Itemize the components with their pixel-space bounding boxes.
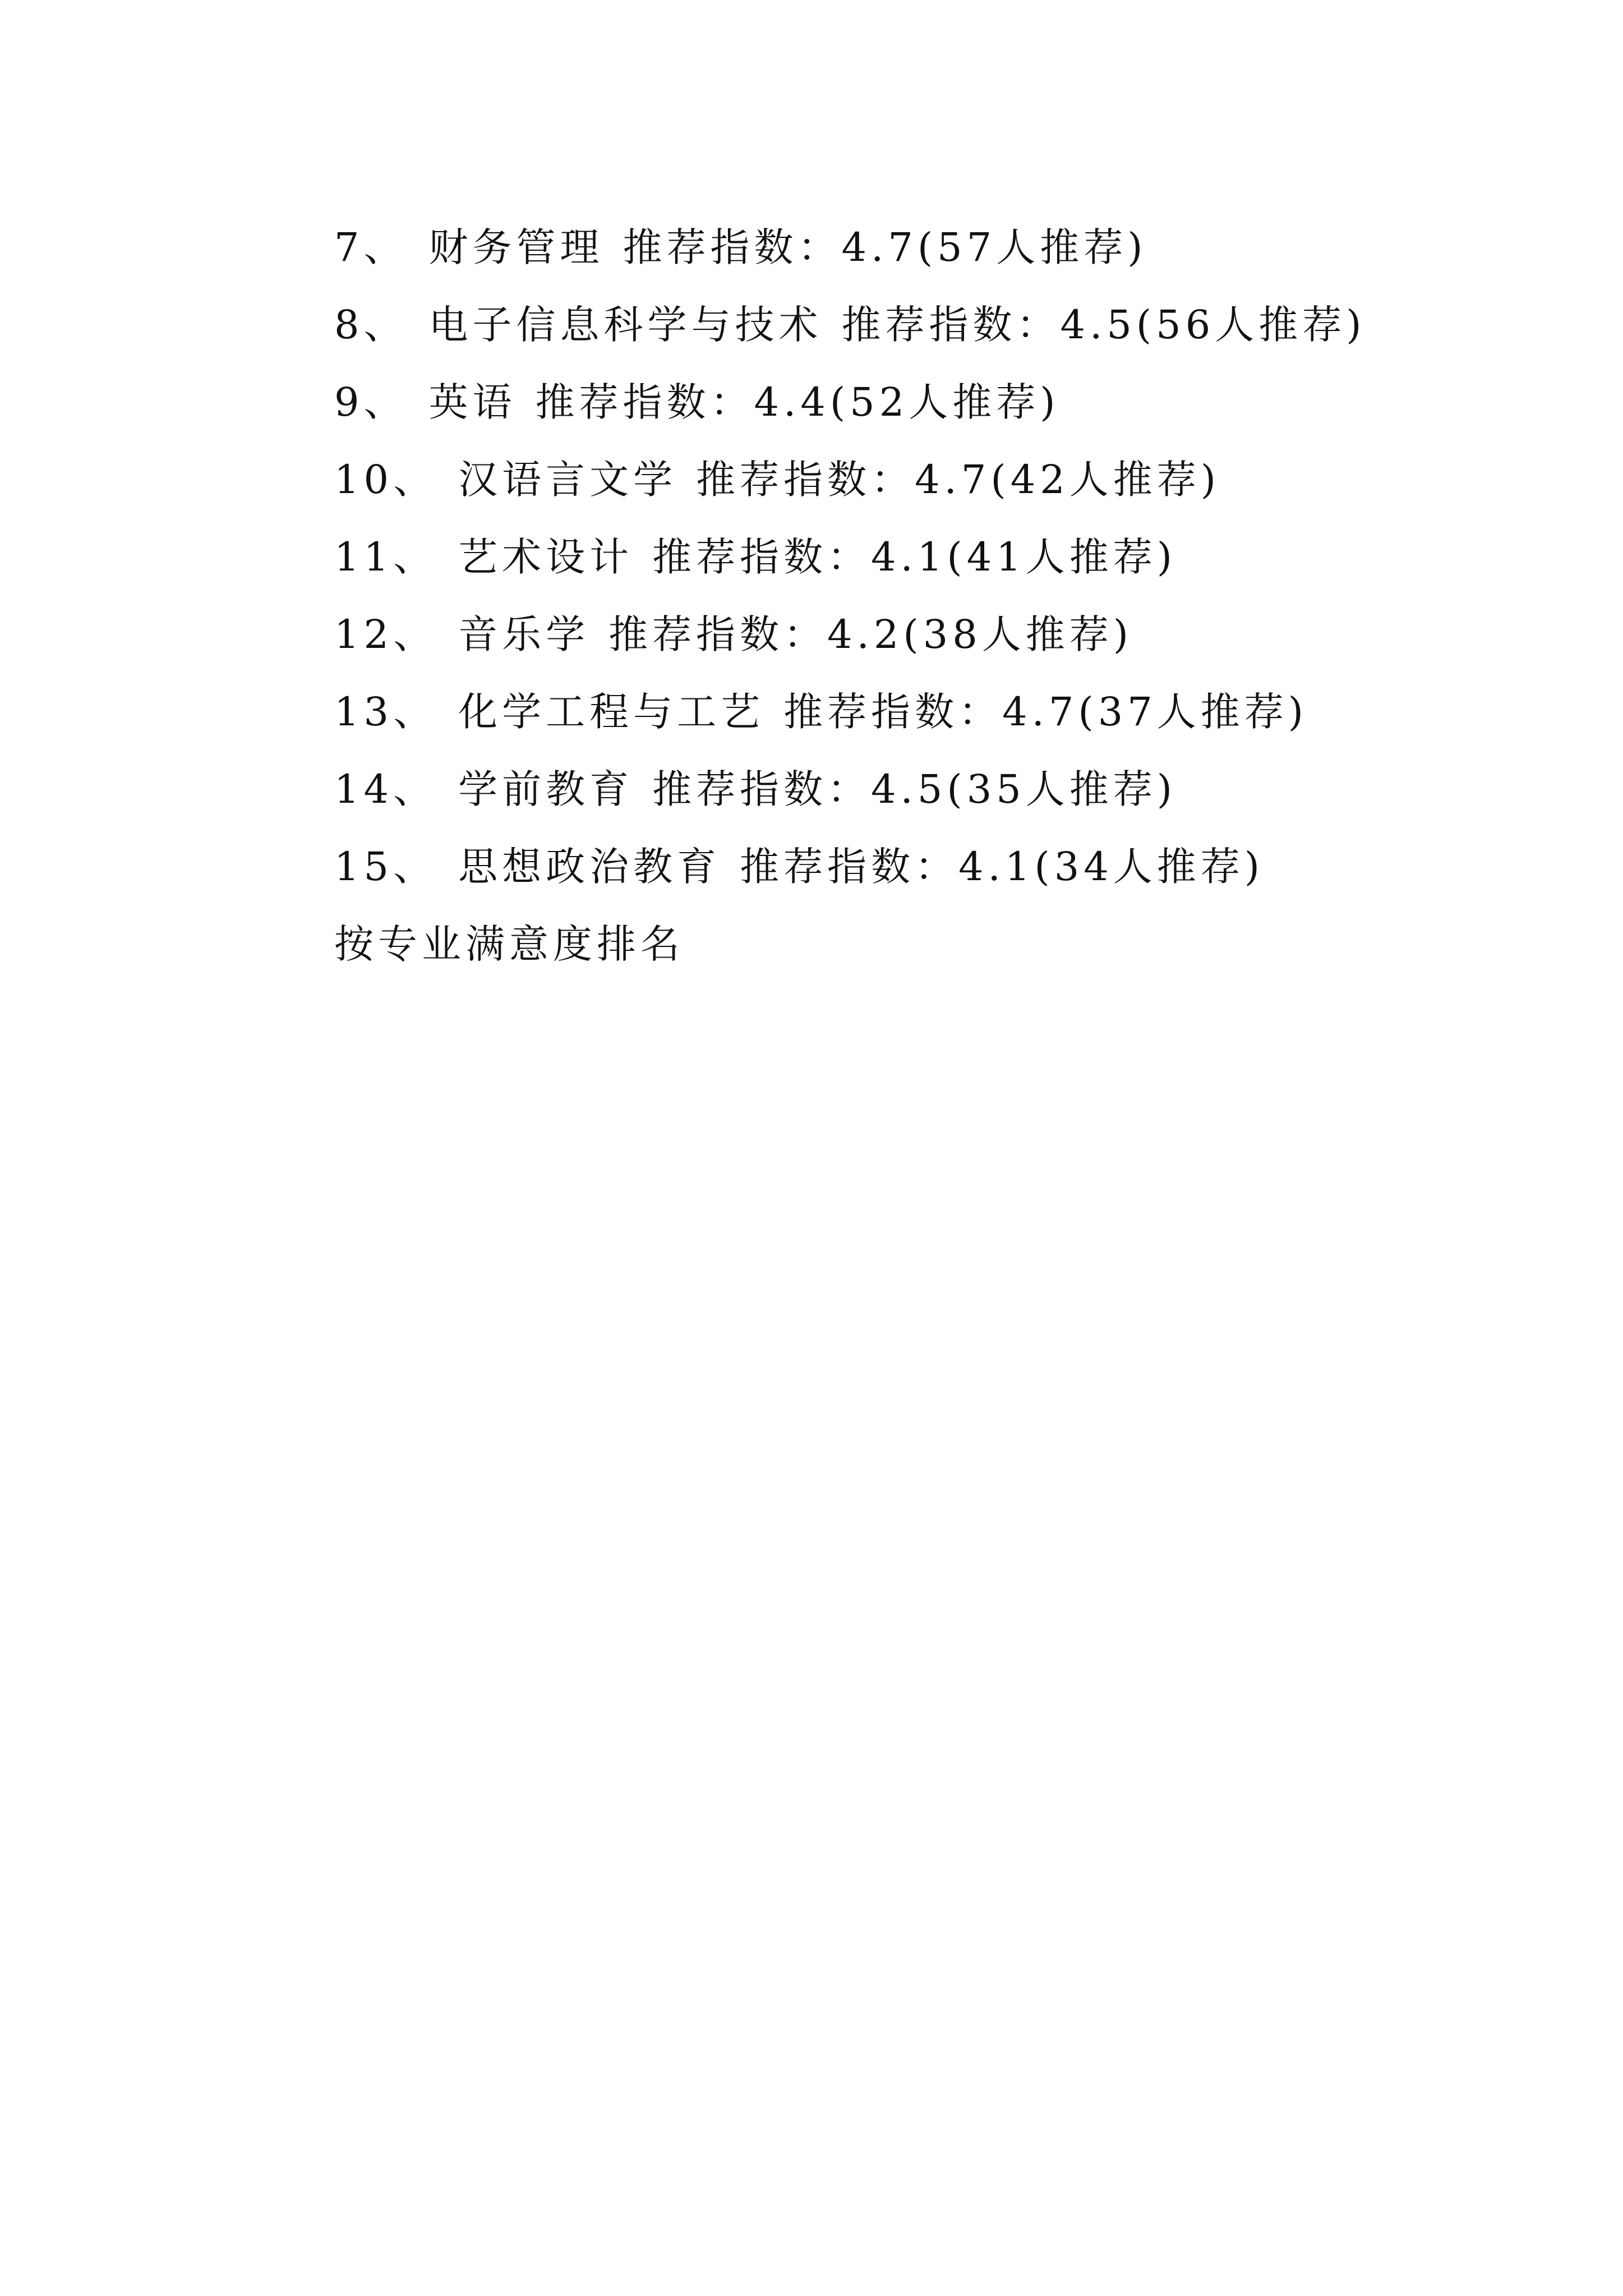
score-label: 推荐指数： (783, 689, 1003, 735)
list-item (334, 518, 1512, 596)
recommend-count: (34人推荐) (1034, 844, 1265, 890)
score-value: 4.5 (1060, 302, 1136, 348)
item-separator: 、 (363, 302, 408, 348)
item-number: 14 (334, 766, 394, 812)
list-item (334, 441, 1512, 518)
score-value: 4.7 (915, 457, 991, 503)
ranking-list (334, 209, 1512, 983)
item-number: 8 (334, 302, 364, 348)
major-name: 汉语言文学 (458, 457, 677, 503)
major-name: 英语 (428, 379, 517, 425)
score-value: 4.2 (827, 611, 903, 657)
item-separator: 、 (393, 534, 437, 580)
item-number: 9 (334, 379, 364, 425)
score-label: 推荐指数： (535, 379, 754, 425)
score-label: 推荐指数： (652, 534, 872, 580)
item-separator: 、 (393, 457, 437, 503)
score-label: 推荐指数： (608, 611, 828, 657)
item-separator: 、 (393, 844, 437, 890)
list-item (334, 596, 1512, 673)
score-label: 推荐指数： (652, 766, 872, 812)
item-number: 10 (334, 457, 394, 503)
item-number: 7 (334, 224, 364, 270)
list-item (334, 209, 1512, 286)
item-number: 13 (334, 689, 394, 735)
recommend-count: (38人推荐) (903, 611, 1133, 657)
recommend-count: (42人推荐) (990, 457, 1221, 503)
item-number: 11 (334, 534, 394, 580)
recommend-count: (57人推荐) (917, 224, 1147, 270)
item-separator: 、 (393, 689, 437, 735)
item-separator: 、 (393, 766, 437, 812)
recommend-count: (52人推荐) (829, 379, 1060, 425)
item-number: 15 (334, 844, 394, 890)
recommend-count: (35人推荐) (947, 766, 1177, 812)
item-separator: 、 (363, 379, 408, 425)
major-name: 化学工程与工艺 (458, 689, 765, 735)
recommend-count: (41人推荐) (947, 534, 1177, 580)
score-label: 推荐指数： (841, 302, 1061, 348)
score-value: 4.7 (1002, 689, 1078, 735)
major-name: 电子信息科学与技术 (428, 302, 823, 348)
major-name: 学前教育 (458, 766, 634, 812)
major-name: 音乐学 (458, 611, 590, 657)
score-label: 推荐指数： (623, 224, 842, 270)
score-label: 推荐指数： (696, 457, 915, 503)
list-item (334, 673, 1512, 751)
section-heading: 按专业满意度排名 (334, 921, 684, 967)
item-separator: 、 (363, 224, 408, 270)
score-value: 4.4 (754, 379, 830, 425)
major-name: 财务管理 (428, 224, 604, 270)
major-name: 艺术设计 (458, 534, 634, 580)
score-value: 4.1 (871, 534, 947, 580)
score-value: 4.5 (871, 766, 947, 812)
item-number: 12 (334, 611, 394, 657)
recommend-count: (56人推荐) (1136, 302, 1366, 348)
score-value: 4.1 (958, 844, 1035, 890)
score-value: 4.7 (841, 224, 917, 270)
list-item (334, 286, 1512, 364)
score-label: 推荐指数： (740, 844, 959, 890)
major-name: 思想政治教育 (458, 844, 721, 890)
list-item (334, 828, 1512, 905)
recommend-count: (37人推荐) (1078, 689, 1308, 735)
list-item (334, 364, 1512, 441)
item-separator: 、 (393, 611, 437, 657)
list-item (334, 751, 1512, 828)
